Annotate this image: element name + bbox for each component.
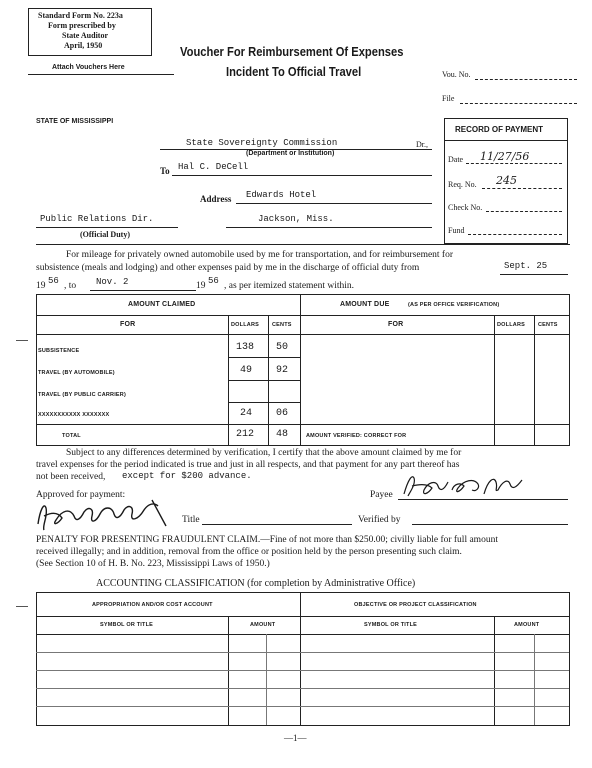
statement-line2: subsistence (meals and lodging) and other expenses paid by me in the discharge of official duty from	[36, 263, 420, 273]
form-title-line2: Incident To Official Travel	[226, 64, 362, 79]
penalty-line1: PENALTY FOR PRESENTING FRAUDULENT CLAIM.—Fine of not more than $250.00; civilly liable for full amount	[36, 535, 498, 545]
payee-name: Hal C. DeCell	[178, 162, 249, 172]
accounting-title: ACCOUNTING CLASSIFICATION (for completion by Administrative Office)	[96, 578, 416, 589]
dr-label: Dr.,	[416, 140, 428, 149]
from-year: 56	[48, 276, 59, 286]
from-year-prefix: 19	[36, 281, 46, 291]
to-date-label: , to	[64, 281, 77, 291]
row-subsistence-label: SUBSISTENCE	[38, 348, 80, 354]
amount-verified-label: AMOUNT VERIFIED: CORRECT FOR	[306, 433, 407, 439]
approval-signature	[34, 496, 184, 534]
page-number: —1—	[284, 733, 307, 743]
amount-claimed-header: AMOUNT CLAIMED	[128, 301, 196, 308]
address-line1: Edwards Hotel	[246, 190, 317, 200]
voucher-number-label: Vou. No.	[442, 70, 471, 79]
row-other-cents: 06	[276, 408, 289, 419]
certification-line1: Subject to any differences determined by verification, I certify that the above amount claimed by me for	[66, 448, 462, 458]
certification-line3: not been received,	[36, 472, 106, 482]
due-col-for: FOR	[388, 321, 404, 328]
payee-signature	[398, 470, 528, 502]
check-number-label: Check No.	[448, 203, 483, 212]
left-symbol-header: SYMBOL OR TITLE	[100, 622, 154, 628]
payment-date-label: Date	[448, 155, 464, 164]
amount-due-note: (AS PER OFFICE VERIFICATION)	[408, 302, 500, 308]
row-travel-auto-dollars: 49	[240, 365, 253, 376]
total-dollars: 212	[236, 429, 255, 440]
row-travel-auto-label: TRAVEL (BY AUTOMOBILE)	[38, 370, 115, 376]
total-cents: 48	[276, 429, 289, 440]
file-label: File	[442, 94, 455, 103]
form-title-line1: Voucher For Reimbursement Of Expenses	[180, 44, 404, 59]
form-date: April, 1950	[64, 41, 103, 50]
from-date: Sept. 25	[504, 261, 548, 271]
advance-note: except for $200 advance.	[122, 471, 252, 481]
department-name: State Sovereignty Commission	[186, 138, 338, 148]
official-duty: Public Relations Dir.	[40, 214, 154, 224]
department-caption: (Department or Institution)	[246, 150, 335, 157]
standard-form-number: Standard Form No. 223a	[38, 11, 123, 20]
penalty-line2: received illegally; and in addition, removal from the office or position held by the person presenting such claim.	[36, 547, 462, 557]
row-travel-public-label: TRAVEL (BY PUBLIC CARRIER)	[38, 392, 127, 398]
certification-line2: travel expenses for the period indicated is true and just in all respects, and that payment for any part thereof has	[36, 460, 460, 470]
claimed-col-cents: CENTS	[272, 322, 292, 328]
record-of-payment-title: RECORD OF PAYMENT	[455, 125, 544, 134]
claimed-col-for: FOR	[120, 321, 136, 328]
row-other-label: XXXXXXXXXXX XXXXXXX	[38, 412, 110, 418]
penalty-line3: (See Section 10 of H. B. No. 223, Mississippi Laws of 1950.)	[36, 559, 270, 569]
right-amount-header: AMOUNT	[514, 622, 540, 628]
address-label: Address	[200, 194, 232, 204]
to-date: Nov. 2	[96, 277, 129, 287]
attach-vouchers: Attach Vouchers Here	[52, 64, 125, 71]
address-line2: Jackson, Miss.	[258, 214, 334, 224]
left-amount-header: AMOUNT	[250, 622, 276, 628]
verified-by-label: Verified by	[358, 515, 401, 525]
approved-label: Approved for payment:	[36, 490, 126, 500]
row-subsistence-cents: 50	[276, 342, 289, 353]
statement-line1: For mileage for privately owned automobile used by me for transportation, and for reimbursement for	[66, 250, 454, 260]
right-symbol-header: SYMBOL OR TITLE	[364, 622, 418, 628]
state-label: STATE OF MISSISSIPPI	[36, 118, 114, 125]
payment-date-value: 11/27/56	[480, 150, 530, 163]
statement-line3: , as per itemized statement within.	[224, 281, 355, 291]
fund-label: Fund	[448, 226, 465, 235]
payee-label: Payee	[370, 490, 393, 500]
total-label: TOTAL	[62, 433, 81, 439]
row-subsistence-dollars: 138	[236, 342, 255, 353]
objective-header: OBJECTIVE OR PROJECT CLASSIFICATION	[354, 602, 477, 608]
punch-mark	[16, 606, 28, 607]
to-year-prefix: 19	[196, 281, 206, 291]
state-auditor: State Auditor	[62, 31, 108, 40]
punch-mark	[16, 340, 28, 341]
official-duty-caption: (Official Duty)	[80, 230, 130, 239]
row-other-dollars: 24	[240, 408, 253, 419]
to-label: To	[160, 166, 170, 176]
req-number-label: Req. No.	[448, 180, 477, 189]
req-number-value: 245	[496, 174, 517, 187]
prescribed-by: Form prescribed by	[48, 21, 116, 30]
amount-due-header: AMOUNT DUE	[340, 301, 390, 308]
to-year: 56	[208, 276, 219, 286]
due-col-dollars: DOLLARS	[497, 322, 525, 328]
row-travel-auto-cents: 92	[276, 365, 289, 376]
appropriation-header: APPROPRIATION AND/OR COST ACCOUNT	[92, 602, 213, 608]
title-label: Title	[182, 515, 200, 525]
claimed-col-dollars: DOLLARS	[231, 322, 259, 328]
due-col-cents: CENTS	[538, 322, 558, 328]
